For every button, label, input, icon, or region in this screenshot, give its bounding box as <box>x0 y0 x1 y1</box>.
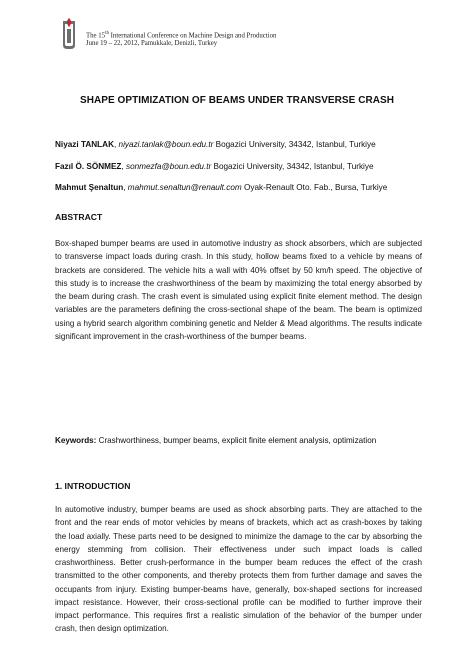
author-affiliation: Bogazici University, 34342, Istanbul, Turkiye <box>211 161 374 171</box>
author-1: Niyazi TANLAK, niyazi.tanlak@boun.edu.tr Bogazici University, 34342, Istanbul, Turkiye <box>55 140 376 149</box>
author-email[interactable]: sonmezfa@boun.edu.tr <box>125 161 212 171</box>
author-name: Niyazi TANLAK <box>55 140 114 149</box>
keywords <box>55 436 376 445</box>
conference-header <box>86 30 276 48</box>
paper-title: SHAPE OPTIMIZATION OF BEAMS UNDER TRANSVERSE CRASH <box>80 95 394 106</box>
abstract-heading: ABSTRACT <box>55 212 103 222</box>
conference-line-2: June 19 – 22, 2012, Pamukkale, Denizli, Turkey <box>86 40 218 48</box>
author-email[interactable]: mahmut.senaltun@renault.com <box>127 183 242 192</box>
introduction-text: In automotive industry, bumper beams are used as shock absorbing parts. They are attached to the front and the rear ends of motor vehicles by means of brackets, which act as crash-boxes by taking the load axially. These parts need to be designed to minimize the damage to the car by absorbing the energy stemming from collision. Their effectiveness under such impact loads is called crashworthiness. Better crush-performance in the bumper beam reduces the effect of the crash transmitted to the other components, and thereby protects them from further damage and saves the occupants from injury. Existing bumper-beams have, generally, box-shaped sections for increased impact resistance. However, their cross-sectional profile can be modified to further improve their impact performance. This requires first a realistic simulation of the behavior of the bumper under crash, then design optimization. <box>55 505 422 634</box>
author-affiliation: Bogazici University, 34342, Istanbul, Turkiye <box>213 140 376 149</box>
author-name: Fazıl Ö. SÖNMEZ <box>55 161 122 171</box>
conference-logo-icon <box>60 17 80 51</box>
keywords-label: Keywords: <box>55 436 97 445</box>
conference-line-1: The 15th International Conference on Machine Design and Production <box>86 31 277 40</box>
author-email[interactable]: niyazi.tanlak@boun.edu.tr <box>118 140 214 149</box>
author-2: Fazıl Ö. SÖNMEZ, sonmezfa@boun.edu.tr Bogazici University, 34342, Istanbul, Turkiye <box>55 161 374 171</box>
author-3: Mahmut Şenaltun, mahmut.senaltun@renault.com Oyak-Renault Oto. Fab., Bursa, Turkiye <box>55 183 388 192</box>
author-affiliation: Oyak-Renault Oto. Fab., Bursa, Turkiye <box>241 183 388 192</box>
abstract-text: Box-shaped bumper beams are used in automotive industry as shock absorbers, which are subjected to transverse impact loads during crash. In this study, hollow beams fixed to a vehicle by means of brackets are considered. The vehicle hits a wall with 40% offset by 50 km/h speed. The objective of this study is to increase the crashworthiness of the beam by maximizing the total energy absorbed by the beam during crash. The crash event is simulated using explicit finite element method. The design variables are the parameters defining the cross-sectional shape of the beam. The beam is optimized using a hybrid search algorithm combining genetic and Nelder & Mead algorithms. The results indicate significant improvement in the crash-worthiness of the bumper beams. <box>55 239 422 341</box>
introduction-heading: 1. INTRODUCTION <box>55 481 131 491</box>
author-list <box>55 134 435 199</box>
author-name: Mahmut Şenaltun <box>55 183 124 192</box>
keywords-text: Crashworthiness, bumper beams, explicit finite element analysis, optimization <box>96 436 377 445</box>
